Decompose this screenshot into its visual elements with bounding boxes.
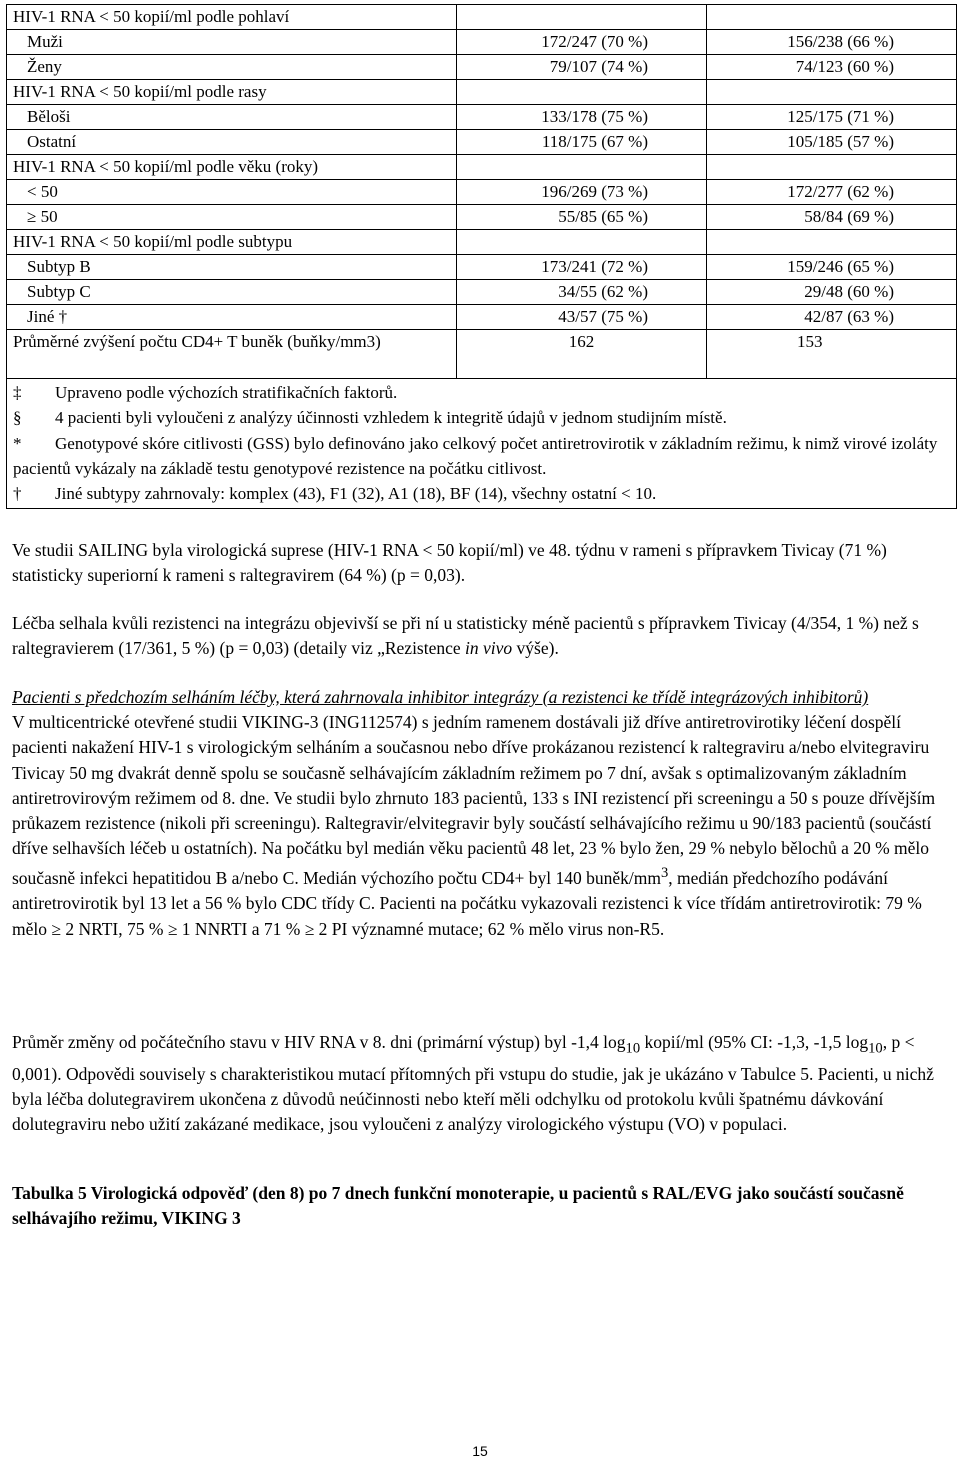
- row-label: Ostatní: [7, 130, 457, 155]
- dolutegravir-value: 172/247 (70 %): [457, 30, 707, 55]
- paragraph-sailing-text: Ve studii SAILING byla virologická suprese (HIV-1 RNA < 50 kopií/ml) ve 48. týdnu v rameni s přípravkem Tivicay (71 %) statisticky superiorní k rameni s raltegravirem (64 %) (p = 0,03).: [12, 540, 887, 586]
- footnotes-cell: [7, 379, 957, 509]
- paragraph-results-text-3: , p < 0,001). Odpovědi souvisely s charakteristikou mutací přítomných při vstupu do studie, jak je ukázáno v Tabulce 5. Pacienti, u nichž byla léčba dolutegravirem ukončena z důvodů neúčinnosti nebo kteří měli odchylku od protokolu kvůli špatnému dávkování dolutegraviru nebo užití zakázané medikace, jsou vyloučeni z analýzy virologického výstupu (VO) v populaci.: [12, 1032, 934, 1135]
- section-label: HIV-1 RNA < 50 kopií/ml podle pohlaví: [7, 5, 457, 30]
- raltegravir-value: 156/238 (66 %): [707, 30, 957, 55]
- footnote-text: 4 pacienti byli vyloučeni z analýzy účinnosti vzhledem k integritě údajů v jednom studijním místě.: [55, 408, 727, 428]
- paragraph-resistance: [12, 611, 952, 661]
- paragraph-resistance-text: Léčba selhala kvůli rezistenci na integrázu objevivší se při ní u statisticky méně pacientů s přípravkem Tivicay (4/354, 1 %) než s raltegravierem (17/361, 5 %) (p = 0,03) (detaily viz „Rezistence: [12, 613, 919, 659]
- empty-cell: [707, 230, 957, 255]
- row-label: Subtyp C: [7, 280, 457, 305]
- paragraph-viking: [12, 710, 952, 942]
- footnote: [13, 431, 952, 482]
- paragraph-viking-sup: 3: [661, 865, 669, 882]
- row-label: < 50: [7, 180, 457, 205]
- raltegravir-value: 74/123 (60 %): [707, 55, 957, 80]
- row-label: Muži: [7, 30, 457, 55]
- row-label: ≥ 50: [7, 205, 457, 230]
- results-table: [6, 4, 957, 509]
- table-section-row: [7, 155, 957, 180]
- paragraph-results-text: Průměr změny od počátečního stavu v HIV RNA v 8. dni (primární výstup) byl -1,4 log: [12, 1032, 626, 1052]
- raltegravir-value: 172/277 (62 %): [707, 180, 957, 205]
- raltegravir-value: 125/175 (71 %): [707, 105, 957, 130]
- footnote-symbol: ‡: [13, 383, 22, 402]
- cd4-label: Průměrné zvýšení počtu CD4+ T buněk (buňky/mm3): [7, 330, 457, 379]
- cd4-dolutegravir-value: 162: [457, 330, 707, 379]
- table-row: [7, 305, 957, 330]
- raltegravir-value: 159/246 (65 %): [707, 255, 957, 280]
- row-label: Ženy: [7, 55, 457, 80]
- section-viking: [12, 685, 952, 942]
- paragraph-results-text-2: kopií/ml (95% CI: -1,3, -1,5 log: [640, 1032, 869, 1052]
- page-number: 15: [472, 1443, 488, 1459]
- empty-cell: [707, 5, 957, 30]
- results-table-body: [7, 5, 957, 509]
- paragraph-results: [12, 1030, 952, 1137]
- row-label: Jiné †: [7, 305, 457, 330]
- table-row: [7, 130, 957, 155]
- raltegravir-value: 58/84 (69 %): [707, 205, 957, 230]
- table-row: [7, 280, 957, 305]
- footnote-text: Upraveno podle výchozích stratifikačních faktorů.: [55, 383, 398, 402]
- table-row-cd4: [7, 330, 957, 379]
- dolutegravir-value: 133/178 (75 %): [457, 105, 707, 130]
- paragraph-sailing: [12, 538, 952, 588]
- table-footnotes-row: [7, 379, 957, 509]
- empty-cell: [457, 5, 707, 30]
- dolutegravir-value: 196/269 (73 %): [457, 180, 707, 205]
- dolutegravir-value: 34/55 (62 %): [457, 280, 707, 305]
- table-row: [7, 205, 957, 230]
- footnote: [13, 481, 952, 506]
- footnote-text: Jiné subtypy zahrnovaly: komplex (43), F1 (32), A1 (18), BF (14), všechny ostatní < 10.: [55, 484, 657, 504]
- empty-cell: [457, 155, 707, 180]
- table-row: [7, 255, 957, 280]
- dolutegravir-value: 79/107 (74 %): [457, 55, 707, 80]
- raltegravir-value: 29/48 (60 %): [707, 280, 957, 305]
- cd4-raltegravir-value: 153: [707, 330, 957, 379]
- dolutegravir-value: 173/241 (72 %): [457, 255, 707, 280]
- footnote-symbol: †: [13, 484, 22, 504]
- dolutegravir-value: 43/57 (75 %): [457, 305, 707, 330]
- row-label: Běloši: [7, 105, 457, 130]
- table-section-row: [7, 230, 957, 255]
- footnote: [13, 380, 952, 405]
- table-section-row: [7, 5, 957, 30]
- footnote: [13, 405, 952, 430]
- table-row: [7, 105, 957, 130]
- empty-cell: [707, 155, 957, 180]
- dolutegravir-value: 55/85 (65 %): [457, 205, 707, 230]
- raltegravir-value: 42/87 (63 %): [707, 305, 957, 330]
- table-section-row: [7, 80, 957, 105]
- paragraph-results-sub-2: 10: [868, 1040, 883, 1057]
- footnote-symbol: *: [13, 433, 22, 453]
- section-heading: Pacienti s předchozím selháním léčby, která zahrnovala inhibitor integrázy (a rezistenci ke třídě integrázových inhibitorů): [12, 687, 869, 707]
- paragraph-resistance-italic: in vivo: [465, 638, 513, 659]
- footnote-text: Genotypové skóre citlivosti (GSS) bylo definováno jako celkový počet antiretrovirotik v základním režimu, k nimž virové izoláty pacientů vykázaly na základě testu genotypové rezistence na počátku citlivost.: [13, 433, 938, 478]
- paragraph-resistance-end: výše).: [512, 638, 559, 659]
- table-row: [7, 30, 957, 55]
- table-row: [7, 55, 957, 80]
- paragraph-viking-text: V multicentrické otevřené studii VIKING-3 (ING112574) s jedním ramenem dostávali již dříve antiretrovirotiky léčení dospělí pacienti nakažení HIV-1 s virologickým selháním a současnou nebo dříve prokázanou rezistencí k raltegraviru a/nebo elvitegraviru Tivicay 50 mg dvakrát denně spolu se současně selhávajícím základním režimem po 7 dní, avšak s optimalizovaným základním antiretrovirovým režimem od 8. dne. Ve studii bylo zhrnuto 183 pacientů, 133 s INI rezistencí při screeningu a 50 s pouze dřívějším průkazem rezistence (nikoli při screeningu). Raltegravir/elvitegravir byly součástí selhávajícího režimu u 90/183 pacientů (součástí dříve selhavších léčeb u ostatních). Na počátku byl medián věku pacientů 48 let, 23 % bylo žen, 29 % nebylo bělochů a 20 % mělo současně infekci hepatitidou B a/nebo C. Medián výchozího počtu CD4+ byl 140 buněk/mm: [12, 712, 936, 889]
- section-label: HIV-1 RNA < 50 kopií/ml podle rasy: [7, 80, 457, 105]
- empty-cell: [457, 230, 707, 255]
- footnote-symbol: §: [13, 408, 22, 428]
- table-caption: Tabulka 5 Virologická odpověď (den 8) po 7 dnech funkční monoterapie, u pacientů s RAL/EVG jako součástí současně selhávajího režimu, VIKING 3: [12, 1183, 904, 1229]
- table-row: [7, 180, 957, 205]
- section-label: HIV-1 RNA < 50 kopií/ml podle subtypu: [7, 230, 457, 255]
- dolutegravir-value: 118/175 (67 %): [457, 130, 707, 155]
- row-label: Subtyp B: [7, 255, 457, 280]
- empty-cell: [457, 80, 707, 105]
- raltegravir-value: 105/185 (57 %): [707, 130, 957, 155]
- empty-cell: [707, 80, 957, 105]
- paragraph-results-sub-1: 10: [625, 1040, 641, 1057]
- paragraph-viking-text-2: , medián předchozího podávání antiretrovirotik byl 13 let a 56 % bylo CDC třídy C. Pacienti na počátku vykazovali rezistenci k více třídám antiretrovirotik: 79 % mělo ≥ 2 NRTI, 75 % ≥ 1 NNRTI a 71 % ≥ 2 PI významné mutace; 62 % mělo virus non-R5.: [12, 868, 922, 939]
- section-label: HIV-1 RNA < 50 kopií/ml podle věku (roky): [7, 155, 457, 180]
